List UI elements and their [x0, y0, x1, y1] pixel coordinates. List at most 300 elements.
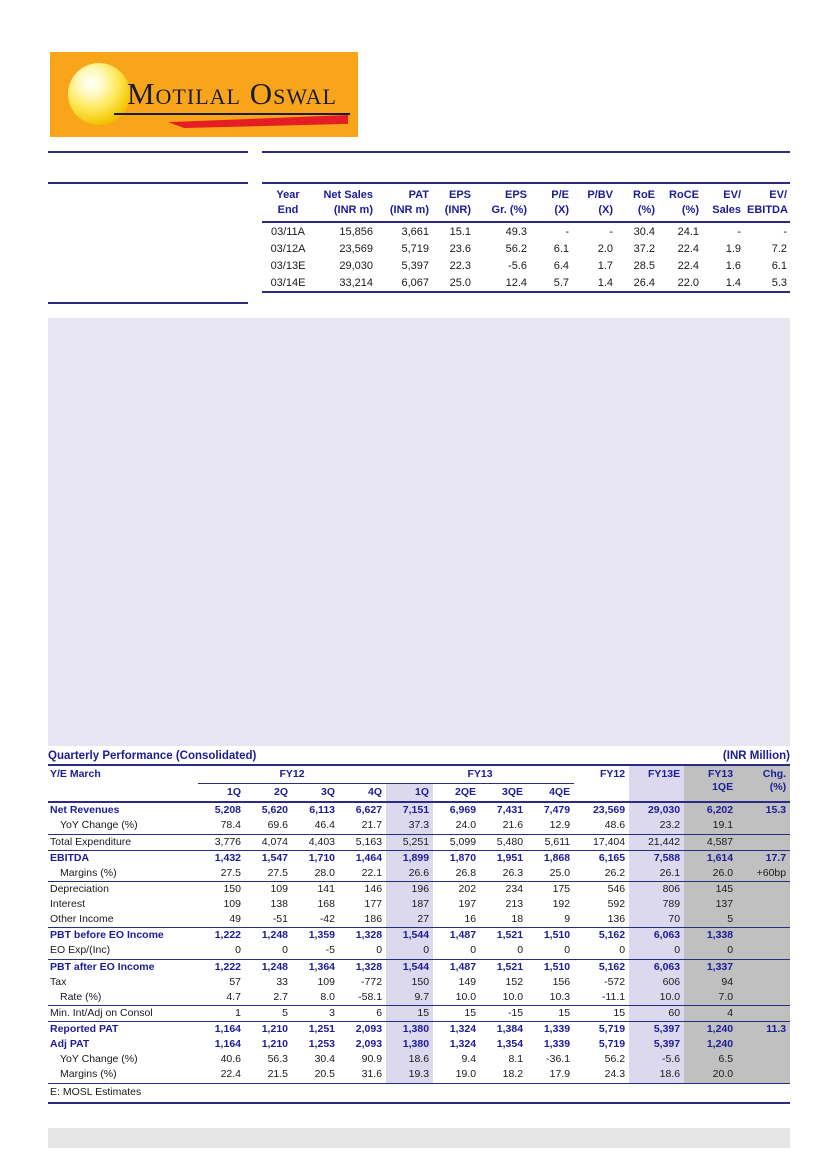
table-cell: 156	[552, 975, 571, 988]
table-cell: 18.2	[502, 1068, 524, 1081]
table-cell: 7.0	[684, 990, 737, 1006]
table-cell	[737, 1067, 790, 1083]
table-cell: -42	[319, 913, 335, 926]
table-cell: 56.2	[505, 242, 527, 255]
row-label: PBT after EO Income	[48, 959, 198, 975]
table-cell: 1,384	[480, 1022, 527, 1038]
table-cell: 1,248	[245, 928, 292, 944]
table-row	[48, 975, 790, 990]
table-cell: 806	[629, 881, 684, 897]
table-cell: 16	[464, 913, 477, 926]
table-cell: 12.9	[549, 819, 571, 832]
table-cell: 1,324	[449, 1038, 477, 1051]
header-line: (%)	[769, 781, 787, 794]
table-cell: 186	[364, 913, 383, 926]
column-header-line: RoCE	[669, 189, 699, 201]
column-header	[744, 183, 790, 222]
quarterly-performance-table	[48, 766, 790, 1104]
table-cell: 90.9	[361, 1053, 383, 1066]
table-cell: 03/14E	[270, 276, 306, 289]
table-cell: 22.4	[677, 242, 699, 255]
footer-bar	[48, 1128, 790, 1148]
table-cell: 6,202	[684, 802, 737, 818]
table-cell: 1,339	[527, 1022, 574, 1038]
table-cell: 6,063	[629, 928, 684, 944]
table-cell: -772	[361, 975, 383, 988]
table-cell: 1,339	[543, 1038, 571, 1051]
table-cell: 40.6	[220, 1053, 241, 1066]
quarterly-performance-section	[48, 750, 790, 1104]
table-cell: 1,899	[386, 850, 433, 866]
table-cell: 4,403	[292, 834, 339, 850]
table-cell: 2,093	[339, 1022, 386, 1038]
divider	[48, 182, 248, 184]
table-cell: 150	[198, 881, 245, 897]
swoosh-icon	[168, 115, 348, 128]
table-cell: 1	[198, 1005, 245, 1021]
table-cell: 1,328	[339, 928, 386, 944]
table-cell: 7,151	[386, 802, 433, 818]
table-cell: 1,510	[527, 959, 574, 975]
table-cell: 4,074	[245, 834, 292, 850]
table-cell: 22.3	[449, 259, 471, 272]
row-label: EBITDA	[48, 850, 198, 866]
table-cell: 03/12A	[270, 242, 306, 255]
column-header-line: EV/	[769, 189, 787, 201]
table-cell: 109	[317, 975, 335, 988]
table-cell: -36.1	[546, 1053, 571, 1066]
table-row	[262, 240, 790, 257]
table-cell: 1,164	[198, 1022, 245, 1038]
table-cell: 145	[684, 881, 737, 897]
table-cell: 8.1	[508, 1053, 524, 1066]
table-cell: 60	[629, 1005, 684, 1021]
unit-label: (INR Million)	[722, 750, 790, 762]
table-cell: 8.0	[320, 990, 335, 1003]
table-cell	[737, 975, 790, 990]
table-cell: 17.7	[737, 850, 790, 866]
table-cell: 24.1	[677, 225, 699, 238]
table-cell: 15	[574, 1005, 629, 1021]
table-cell: 1,251	[292, 1022, 339, 1038]
table-cell: 10.0	[455, 990, 477, 1003]
table-cell: -	[783, 225, 787, 238]
table-cell: 94	[684, 975, 737, 990]
table-row	[48, 818, 790, 834]
footnote-row	[48, 1083, 790, 1103]
table-cell: 5,163	[339, 834, 386, 850]
table-row	[48, 1067, 790, 1083]
table-row	[48, 912, 790, 928]
quarter-header: 2QE	[433, 784, 480, 803]
table-cell: 37.2	[633, 242, 655, 255]
table-cell: 23,569	[592, 804, 626, 817]
table-cell: 606	[629, 975, 684, 990]
table-cell: 18.6	[629, 1067, 684, 1083]
column-header	[262, 183, 314, 222]
row-label: Other Income	[50, 913, 114, 926]
column-header	[658, 183, 702, 222]
table-cell: 27.5	[220, 866, 241, 879]
header-line: Chg.	[762, 768, 787, 780]
table-cell: 6,969	[449, 804, 477, 817]
table-cell: 234	[480, 881, 527, 897]
table-cell: 26.8	[455, 866, 477, 879]
fy13e-annual-header: FY13E	[629, 766, 684, 802]
table-cell: 7.2	[771, 242, 787, 255]
quarter-header: 1Q	[386, 784, 433, 803]
table-row	[48, 943, 790, 959]
table-cell: 10.0	[629, 990, 684, 1006]
table-cell: 1,870	[433, 850, 480, 866]
table-cell: 1,521	[480, 959, 527, 975]
table-cell: 1,240	[684, 1022, 737, 1038]
table-cell: 22.0	[677, 276, 699, 289]
column-header-line: P/BV	[587, 189, 613, 201]
table-cell: 109	[245, 881, 292, 897]
table-cell: 23.6	[449, 242, 471, 255]
row-label: Depreciation	[48, 881, 198, 897]
row-label: Reported PAT	[48, 1022, 198, 1038]
table-cell: 4	[684, 1005, 737, 1021]
table-cell: 11.3	[737, 1022, 790, 1038]
table-cell: 168	[317, 898, 335, 910]
table-cell: 5,397	[629, 1022, 684, 1038]
quarter-header: 3QE	[480, 784, 527, 803]
table-cell: 2,093	[355, 1038, 383, 1051]
table-cell: 6.5	[684, 1052, 737, 1067]
column-header-line: Net Sales	[323, 189, 373, 201]
table-cell: 6,063	[629, 959, 684, 975]
table-cell: 6.1	[771, 259, 787, 272]
table-cell: 20.5	[314, 1068, 335, 1081]
column-header-line: EBITDA	[747, 203, 788, 216]
column-header-line: (X)	[554, 203, 569, 216]
table-cell: 1,487	[433, 959, 480, 975]
table-row	[48, 1037, 790, 1052]
table-cell: 5	[684, 912, 737, 928]
fy12-group-header: FY12	[198, 766, 386, 784]
column-header	[314, 183, 376, 222]
table-cell: 5,099	[433, 834, 480, 850]
financial-summary-section	[262, 182, 790, 293]
table-row	[262, 257, 790, 274]
table-cell: 23,569	[339, 242, 373, 255]
table-cell: 24.3	[604, 1068, 626, 1081]
table-cell: -51	[272, 913, 288, 926]
table-cell: 1,324	[433, 1022, 480, 1038]
table-cell: 1,710	[292, 850, 339, 866]
table-cell: 1,253	[308, 1038, 335, 1051]
table-cell: 28.5	[633, 259, 655, 272]
table-cell: 3	[292, 1005, 339, 1021]
table-row	[48, 834, 790, 850]
table-cell: 177	[364, 898, 383, 910]
table-cell: 5.7	[553, 276, 569, 289]
table-cell	[737, 943, 790, 959]
table-cell: 4,587	[684, 834, 737, 850]
table-cell: 31.6	[361, 1068, 383, 1081]
table-cell: 22.1	[361, 866, 383, 879]
table-cell: 27	[386, 912, 433, 928]
table-cell: -	[565, 225, 569, 238]
table-cell: 9	[564, 913, 571, 926]
table-row	[48, 881, 790, 897]
table-cell: 1,210	[261, 1038, 288, 1051]
column-header-line: Year	[276, 189, 300, 201]
table-cell: 49.3	[505, 225, 527, 238]
table-row	[48, 866, 790, 882]
table-cell: -58.1	[358, 990, 383, 1003]
table-cell: 1,510	[527, 928, 574, 944]
table-cell: 69.6	[267, 819, 288, 832]
table-cell: 49	[229, 913, 241, 926]
row-label: Net Revenues	[50, 804, 120, 817]
table-cell: 1.6	[725, 259, 741, 272]
table-cell: 1,337	[684, 959, 737, 975]
table-cell	[737, 818, 790, 834]
table-cell: 1,248	[245, 959, 292, 975]
column-header	[530, 183, 572, 222]
table-cell: 196	[386, 881, 433, 897]
table-row	[48, 990, 790, 1006]
table-cell: 592	[607, 898, 626, 910]
table-cell: 109	[223, 898, 241, 910]
table-cell: 19.1	[684, 818, 737, 834]
table-cell: +60bp	[737, 866, 790, 882]
table-cell	[737, 959, 790, 975]
table-cell: 15	[386, 1005, 433, 1021]
table-cell: 1,487	[433, 928, 480, 944]
column-header-line: EPS	[448, 189, 471, 201]
quarter-header: 1Q	[198, 784, 245, 803]
column-header-line: P/E	[551, 189, 569, 201]
table-cell: 23.2	[629, 818, 684, 834]
table-cell: 78.4	[220, 819, 241, 832]
column-header-line: EV/	[723, 189, 741, 201]
column-header	[376, 183, 432, 222]
table-cell: 6.4	[553, 259, 569, 272]
row-label: Margins (%)	[60, 1068, 117, 1081]
header-line: FY13	[707, 768, 734, 780]
table-cell: 202	[433, 881, 480, 897]
divider	[48, 302, 248, 304]
table-cell: 15	[433, 1005, 480, 1021]
table-cell: 5,719	[574, 1022, 629, 1038]
table-cell: 187	[386, 897, 433, 912]
table-cell	[737, 1005, 790, 1021]
table-cell: 26.3	[502, 866, 524, 879]
table-cell	[737, 834, 790, 850]
table-cell: 21.7	[361, 819, 383, 832]
column-header-line: (INR m)	[333, 203, 373, 216]
table-cell: 1,222	[198, 928, 245, 944]
table-cell: 9.7	[386, 990, 433, 1006]
column-header-line: EPS	[504, 189, 527, 201]
column-header	[572, 183, 616, 222]
summary-header-row	[262, 183, 790, 222]
table-cell: 546	[574, 881, 629, 897]
table-cell: 1,544	[386, 928, 433, 944]
table-cell: 19.0	[455, 1068, 477, 1081]
table-cell: 70	[629, 912, 684, 928]
table-cell: 1.9	[725, 242, 741, 255]
table-cell: 1,338	[684, 928, 737, 944]
table-cell: -5	[325, 944, 335, 957]
table-row	[48, 959, 790, 975]
table-cell: 15	[527, 1005, 574, 1021]
table-cell: 3,661	[401, 225, 429, 238]
fy12-annual-header: FY12	[574, 766, 629, 802]
quarter-header: 4QE	[527, 784, 574, 803]
table-cell: 789	[629, 897, 684, 912]
column-header-line: (INR m)	[389, 203, 429, 216]
table-cell: 1.4	[725, 276, 741, 289]
table-cell: 7,431	[496, 804, 524, 817]
table-cell: 6,165	[574, 850, 629, 866]
column-header	[616, 183, 658, 222]
table-cell: 137	[684, 897, 737, 912]
table-cell: 6	[339, 1005, 386, 1021]
table-cell: 5	[245, 1005, 292, 1021]
table-cell: 0	[235, 944, 241, 957]
table-cell: 6.1	[553, 242, 569, 255]
table-cell: 152	[505, 975, 524, 988]
row-label: Margins (%)	[60, 866, 117, 879]
table-cell: 0	[629, 943, 684, 959]
table-cell: -	[609, 225, 613, 238]
table-cell: 138	[270, 898, 288, 910]
table-cell: 1.4	[597, 276, 613, 289]
divider	[48, 151, 248, 153]
table-row	[262, 274, 790, 292]
row-label: PBT before EO Income	[48, 928, 198, 944]
table-cell: 0	[282, 944, 288, 957]
financial-summary-table	[262, 182, 790, 293]
table-cell: 46.4	[314, 819, 335, 832]
table-cell: 6,113	[309, 804, 335, 817]
column-header-line: (%)	[637, 203, 655, 216]
table-row	[48, 1005, 790, 1021]
table-cell: 25.0	[449, 276, 471, 289]
table-row	[48, 1052, 790, 1067]
table-cell	[737, 897, 790, 912]
table-cell: 5,397	[629, 1037, 684, 1052]
table-cell: 5,719	[598, 1038, 626, 1051]
table-cell: 1,354	[496, 1038, 524, 1051]
chart-placeholder	[48, 318, 790, 746]
table-cell: 6,627	[355, 804, 383, 817]
table-cell: -572	[604, 975, 626, 988]
table-cell: 20.0	[684, 1067, 737, 1083]
table-cell: 4.7	[226, 990, 241, 1003]
table-cell: 21.6	[502, 819, 524, 832]
table-cell: 0	[517, 944, 524, 957]
table-cell: 33	[276, 975, 288, 988]
table-cell: 1,951	[480, 850, 527, 866]
table-cell: 5,480	[480, 834, 527, 850]
table-cell: 5,162	[574, 928, 629, 944]
column-header	[702, 183, 744, 222]
table-cell: 48.6	[604, 819, 626, 832]
column-header-line: (INR)	[444, 203, 471, 216]
table-cell: 26.6	[386, 866, 433, 882]
table-cell: 0	[619, 944, 626, 957]
table-cell: 7,588	[629, 850, 684, 866]
quarterly-title-bar	[48, 750, 790, 766]
table-cell: 26.0	[684, 866, 737, 882]
column-header-line: (%)	[681, 203, 699, 216]
table-cell: -5.6	[629, 1052, 684, 1067]
table-cell: 0	[376, 944, 383, 957]
table-row	[262, 222, 790, 240]
table-cell: 30.4	[314, 1053, 335, 1066]
table-row	[48, 897, 790, 912]
footnote: E: MOSL Estimates	[48, 1083, 790, 1103]
table-cell	[737, 990, 790, 1006]
table-cell: 0	[470, 944, 477, 957]
table-cell: 1,364	[292, 959, 339, 975]
table-cell: 29,030	[629, 802, 684, 818]
table-cell: 5,208	[214, 804, 241, 817]
table-cell: 03/11A	[270, 225, 306, 238]
logo-wordmark: Motilal Oswal	[114, 76, 350, 115]
table-cell: 1,432	[198, 850, 245, 866]
divider	[262, 151, 790, 153]
table-cell: 37.3	[386, 818, 433, 834]
row-label: Min. Int/Adj on Consol	[48, 1005, 198, 1021]
table-cell: 26.4	[633, 276, 655, 289]
row-label: Adj PAT	[50, 1038, 90, 1051]
table-cell	[737, 1052, 790, 1067]
table-cell: 192	[552, 898, 571, 910]
table-cell	[737, 928, 790, 944]
table-cell: 1.7	[597, 259, 613, 272]
table-cell: 10.3	[549, 990, 571, 1003]
table-row	[48, 802, 790, 818]
table-cell: 9.4	[461, 1053, 477, 1066]
column-header-line: (X)	[598, 203, 613, 216]
table-cell: 17.9	[549, 1068, 571, 1081]
column-header-line: Gr. (%)	[491, 203, 527, 216]
table-cell: 28.0	[314, 866, 335, 879]
table-cell: 1,544	[386, 959, 433, 975]
table-cell: 30.4	[633, 225, 655, 238]
table-cell: 1,380	[386, 1037, 433, 1052]
table-cell: 57	[229, 975, 241, 988]
table-cell: 1,547	[245, 850, 292, 866]
table-cell: 03/13E	[270, 259, 306, 272]
table-cell: 24.0	[455, 819, 477, 832]
table-cell: 2.0	[597, 242, 613, 255]
table-cell: 29,030	[339, 259, 373, 272]
column-header	[474, 183, 530, 222]
table-cell: 2.7	[273, 990, 288, 1003]
table-cell: 1,240	[684, 1037, 737, 1052]
table-cell: 197	[458, 898, 477, 910]
row-label: EO Exp/(Inc)	[50, 944, 111, 957]
quarter-header: 4Q	[339, 784, 386, 803]
table-cell: 141	[292, 881, 339, 897]
table-cell: 150	[386, 975, 433, 990]
table-cell: 21,442	[629, 834, 684, 850]
table-cell: 5,251	[386, 834, 433, 850]
table-cell: 15.3	[737, 802, 790, 818]
table-cell: 5.3	[771, 276, 787, 289]
table-cell: 22.4	[677, 259, 699, 272]
table-cell: 1,380	[386, 1022, 433, 1038]
table-cell: 0	[564, 944, 571, 957]
